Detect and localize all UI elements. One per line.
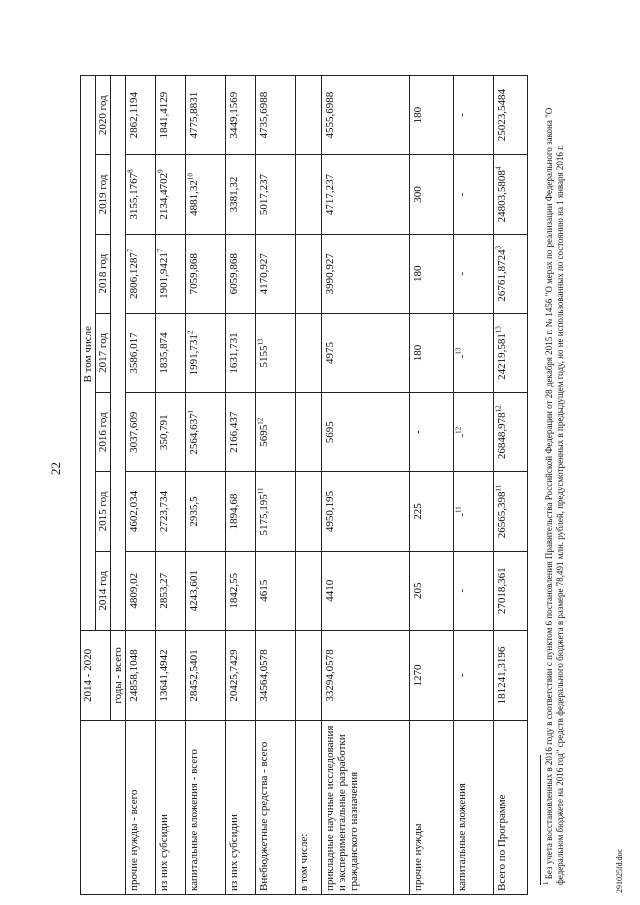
cell-value: 28452,5401 — [188, 649, 200, 702]
value-cell — [126, 393, 156, 472]
header-in-that-number: В том числе — [81, 76, 96, 631]
footnote-ref: 7 — [156, 248, 165, 253]
value-cell — [296, 155, 322, 234]
value-cell — [296, 76, 322, 155]
value-cell — [226, 630, 256, 720]
row-label: прикладные научные исследования и экспериментальные разработки гражданского назначения — [322, 721, 410, 895]
cell-value: 1842,55 — [228, 572, 240, 609]
table-row — [494, 76, 528, 895]
table-row — [256, 76, 296, 895]
cell-value: 1894,68 — [228, 493, 240, 530]
value-cell — [186, 155, 226, 234]
value-cell — [226, 472, 256, 551]
cell-value: 180 — [412, 265, 424, 282]
cell-value: 5175,195 — [258, 494, 270, 536]
cell-value: 1270 — [412, 664, 424, 687]
header-row-1 — [81, 76, 96, 895]
cell-value: 3449,1569 — [228, 91, 240, 139]
value-cell — [186, 472, 226, 551]
value-cell — [156, 155, 186, 234]
cell-value: 1901,9421 — [158, 252, 170, 299]
header-year: 2018 год — [96, 234, 111, 313]
cell-value: 225 — [412, 503, 424, 520]
cell-value: 27018,361 — [496, 567, 508, 615]
value-cell — [256, 472, 296, 551]
cell-value: 4975 — [324, 341, 336, 364]
cell-value: 13641,4942 — [158, 649, 170, 702]
value-cell — [186, 234, 226, 313]
cell-value: 25023,5484 — [496, 89, 508, 142]
value-cell — [256, 630, 296, 720]
header-year: 2016 год — [96, 393, 111, 472]
cell-value: - — [456, 588, 468, 593]
value-cell — [226, 76, 256, 155]
value-cell — [256, 313, 296, 392]
value-cell — [454, 472, 494, 551]
value-cell — [322, 551, 410, 630]
footnote-rule — [540, 755, 541, 885]
footnote-ref: 12 — [256, 417, 265, 425]
cell-value: 6059,868 — [228, 253, 240, 295]
value-cell — [494, 76, 528, 155]
cell-value: 5695 — [324, 421, 336, 444]
value-cell — [156, 234, 186, 313]
cell-value: 2862,1194 — [128, 92, 140, 139]
value-cell — [126, 630, 156, 720]
cell-value: 4243,601 — [188, 570, 200, 612]
cell-value: 20425,7429 — [228, 649, 240, 702]
cell-value: 26565,398 — [496, 491, 508, 539]
header-year: 2014 год — [96, 551, 111, 630]
value-cell — [256, 155, 296, 234]
footnote-ref: 13 — [454, 347, 463, 355]
value-cell — [454, 551, 494, 630]
value-cell — [126, 76, 156, 155]
value-cell — [410, 393, 454, 472]
cell-value: 4775,8831 — [188, 91, 200, 139]
cell-value: 1631,731 — [228, 332, 240, 374]
footnote-text: Без учета восстановленных в 2016 году в соответствии с пунктом 6 постановления Правительства Российской Федерации от 28 декабря 2015 г. № 1456 "О мерах по реализации Федерального закона "О федеральном бюджете на 2016 год" средств федерального бюджета в размере 78,491 млн. рублей, предусмотренных в предыдущем году, но не использованных по состоянию на 1 января 2016 г. — [544, 107, 565, 885]
value-cell — [226, 313, 256, 392]
value-cell — [322, 393, 410, 472]
value-cell — [156, 393, 186, 472]
cell-value: 180 — [412, 106, 424, 124]
value-cell — [226, 234, 256, 313]
value-cell — [454, 630, 494, 720]
page-number: 22 — [48, 462, 63, 475]
cell-value: 2564,637 — [188, 413, 200, 455]
row-label: в том числе: — [296, 721, 322, 895]
value-cell — [322, 234, 410, 313]
cell-value: 300 — [412, 186, 424, 203]
header-total: 2014 - 2020 — [81, 630, 111, 720]
footnote-ref: 11 — [256, 487, 265, 495]
cell-value: 350,791 — [158, 414, 170, 451]
value-cell — [494, 155, 528, 234]
cell-value: - — [456, 433, 468, 438]
footnote-ref: 9 — [156, 169, 165, 173]
value-cell — [226, 551, 256, 630]
footnote-ref: 13 — [494, 326, 503, 334]
cell-value: 3037,609 — [128, 411, 140, 453]
footnote-ref: 4 — [494, 166, 503, 171]
value-cell — [410, 551, 454, 630]
cell-value: 2935,5 — [188, 496, 200, 527]
cell-value: 5155 — [258, 345, 270, 368]
cell-value: 1841,4129 — [158, 91, 170, 139]
cell-value: 7059,868 — [188, 253, 200, 295]
row-label: из них субсидии — [226, 721, 256, 895]
cell-value: 34564,0578 — [258, 649, 270, 702]
value-cell — [410, 630, 454, 720]
cell-value: 26761,8724 — [496, 249, 508, 302]
value-cell — [186, 393, 226, 472]
table-row — [296, 76, 322, 895]
table-row — [454, 76, 494, 895]
value-cell — [494, 472, 528, 551]
cell-value: - — [456, 271, 468, 276]
table-body — [81, 76, 528, 895]
header-empty-cell — [81, 721, 126, 895]
row-label: капитальные вложения - всего — [186, 721, 226, 895]
value-cell — [296, 234, 322, 313]
footnote-ref: 12 — [454, 426, 463, 434]
cell-value: - — [412, 430, 424, 435]
table-row — [126, 76, 156, 895]
value-cell — [256, 393, 296, 472]
cell-value: - — [456, 673, 468, 678]
value-cell — [322, 155, 410, 234]
value-cell — [454, 393, 494, 472]
value-cell — [296, 551, 322, 630]
cell-value: - — [456, 192, 468, 197]
value-cell — [410, 313, 454, 392]
header-year: 2015 год — [96, 472, 111, 551]
value-cell — [256, 234, 296, 313]
value-cell — [296, 393, 322, 472]
cell-value: 2166,437 — [228, 411, 240, 453]
cell-value: - — [456, 354, 468, 359]
value-cell — [156, 551, 186, 630]
cell-value: 2723,734 — [158, 490, 170, 533]
budget-table — [80, 75, 528, 895]
footnote-ref: 2 — [186, 330, 195, 335]
table-row — [226, 76, 256, 895]
cell-value: 205 — [412, 582, 424, 599]
cell-value: 24803,5808 — [496, 170, 508, 223]
footnote-ref: 11 — [454, 506, 463, 513]
cell-value: 2853,27 — [158, 572, 170, 609]
value-cell — [186, 630, 226, 720]
value-cell — [296, 313, 322, 392]
footnote-ref: 7 — [126, 248, 135, 253]
value-cell — [296, 472, 322, 551]
file-id: 291025fd.doc — [615, 848, 624, 893]
value-cell — [256, 551, 296, 630]
cell-value: 4809,02 — [128, 572, 140, 609]
header-year: 2019 год — [96, 155, 111, 234]
cell-value: 4170,927 — [258, 253, 270, 295]
header-year: 2020 год — [96, 76, 111, 155]
value-cell — [156, 76, 186, 155]
value-cell — [322, 630, 410, 720]
value-cell — [186, 551, 226, 630]
value-cell — [322, 472, 410, 551]
value-cell — [410, 234, 454, 313]
footnote-ref: 10 — [186, 173, 195, 181]
cell-value: - — [456, 113, 468, 117]
cell-value: 4615 — [258, 579, 270, 602]
cell-value: 4717,237 — [324, 173, 336, 216]
table-row — [410, 76, 454, 895]
footnote — [540, 85, 566, 885]
value-cell — [454, 313, 494, 392]
cell-value: 3990,927 — [324, 253, 336, 295]
value-cell — [126, 551, 156, 630]
table-row — [322, 76, 410, 895]
footnote-ref: 3 — [494, 245, 503, 250]
cell-value: 4602,034 — [128, 490, 140, 533]
cell-value: 3381,32 — [228, 176, 240, 213]
value-cell — [410, 472, 454, 551]
value-cell — [454, 234, 494, 313]
cell-value: 2134,4702 — [158, 172, 170, 220]
cell-value: 1991,731 — [188, 334, 200, 376]
cell-value: - — [456, 513, 468, 517]
value-cell — [410, 155, 454, 234]
footnote-ref: 13 — [256, 338, 265, 346]
table-row — [156, 76, 186, 895]
cell-value: 4410 — [324, 579, 336, 602]
value-cell — [126, 155, 156, 234]
footnote-ref: 8 — [126, 169, 135, 173]
value-cell — [454, 155, 494, 234]
value-cell — [454, 76, 494, 155]
cell-value: 24219,581 — [496, 333, 508, 380]
value-cell — [296, 630, 322, 720]
cell-value: 3586,017 — [128, 332, 140, 374]
footnote-ref: 1 — [186, 409, 195, 414]
value-cell — [156, 472, 186, 551]
row-label: Внебюджетные средства - всего — [256, 721, 296, 895]
header-year: 2017 год — [96, 313, 111, 392]
value-cell — [494, 630, 528, 720]
cell-value: 3155,1767 — [128, 172, 140, 220]
value-cell — [494, 393, 528, 472]
cell-value: 24858,1048 — [128, 649, 140, 702]
value-cell — [226, 393, 256, 472]
value-cell — [186, 76, 226, 155]
value-cell — [322, 313, 410, 392]
cell-value: 2806,1287 — [128, 252, 140, 299]
value-cell — [126, 313, 156, 392]
row-label: Всего по Программе — [494, 721, 528, 895]
value-cell — [156, 630, 186, 720]
row-label: из них субсидии — [156, 721, 186, 895]
value-cell — [494, 313, 528, 392]
cell-value: 181241,3196 — [496, 646, 508, 705]
value-cell — [126, 472, 156, 551]
table-row — [186, 76, 226, 895]
cell-value: 1835,874 — [158, 332, 170, 374]
value-cell — [226, 155, 256, 234]
cell-value: 33294,0578 — [324, 649, 336, 702]
header-total-sub: годы - всего — [111, 630, 126, 720]
cell-value: 5017,237 — [258, 173, 270, 216]
value-cell — [186, 313, 226, 392]
cell-value: 4881,32 — [188, 180, 200, 216]
value-cell — [256, 76, 296, 155]
header-spacer — [111, 76, 126, 631]
footnote-ref: 12 — [494, 405, 503, 413]
cell-value: 4735,6988 — [258, 91, 270, 139]
value-cell — [126, 234, 156, 313]
value-cell — [322, 76, 410, 155]
footnote-ref: 11 — [494, 484, 503, 492]
footnote-marker: 1 — [542, 881, 550, 885]
row-label: капитальные вложения — [454, 721, 494, 895]
value-cell — [494, 234, 528, 313]
cell-value: 26848,978 — [496, 412, 508, 460]
value-cell — [494, 551, 528, 630]
cell-value: 4555,6988 — [324, 91, 336, 139]
cell-value: 180 — [412, 344, 424, 362]
cell-value: 4950,195 — [324, 490, 336, 533]
value-cell — [410, 76, 454, 155]
row-label: прочие нужды — [410, 721, 454, 895]
row-label: прочие нужды - всего — [126, 721, 156, 895]
value-cell — [156, 313, 186, 392]
cell-value: 5695 — [258, 424, 270, 447]
